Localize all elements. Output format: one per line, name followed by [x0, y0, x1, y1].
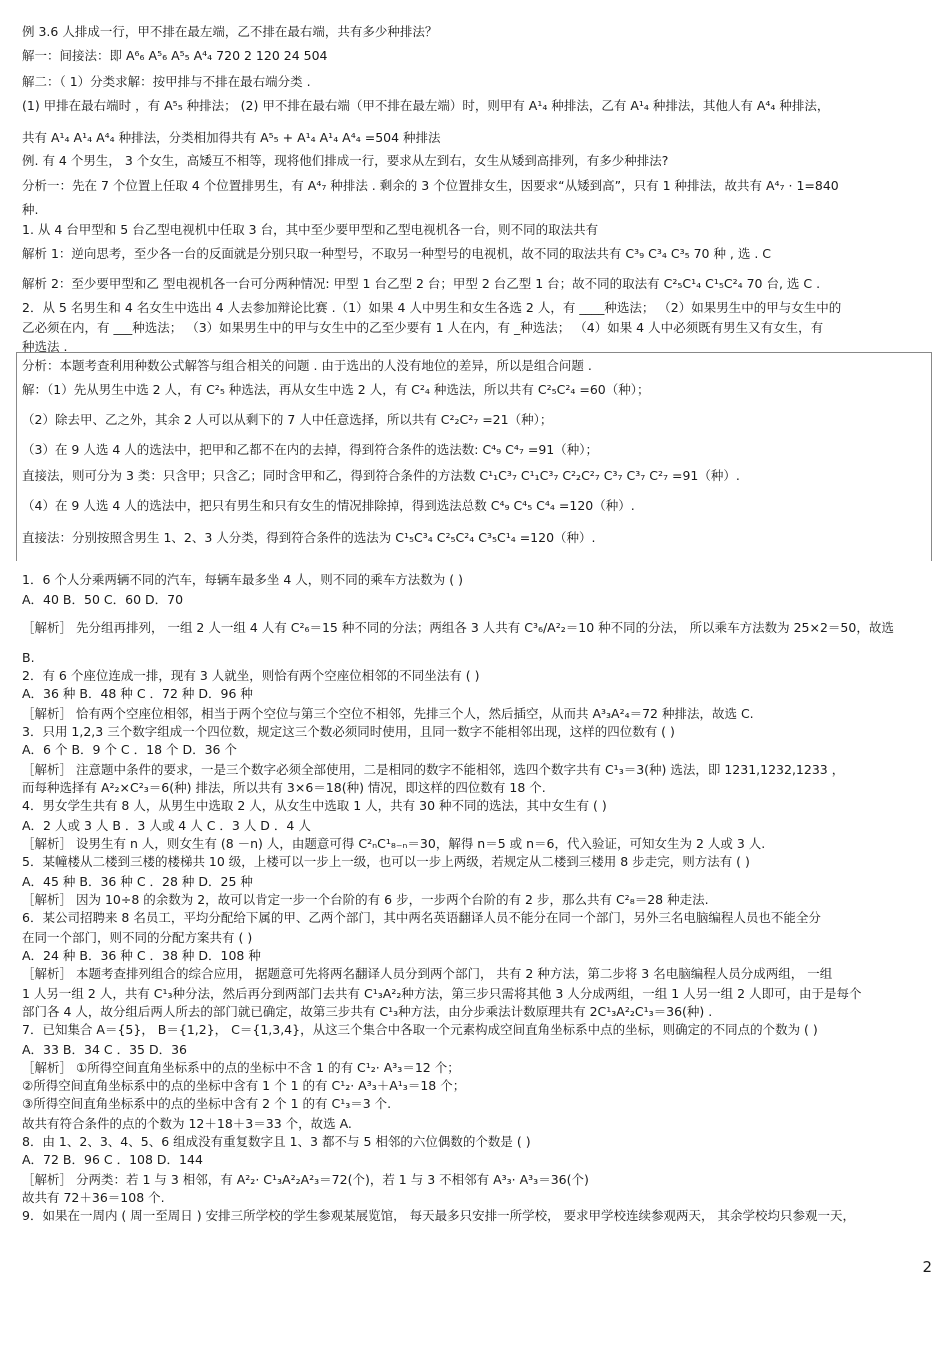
text-line: （4）在 9 人选 4 人的选法中，把只有男生和只有女生的情况排除掉，得到选法总数 C⁴₉ C⁴₅ C⁴₄ =120（种）.	[22, 498, 635, 513]
text-line: ［解析］ ①所得空间直角坐标系中的点的坐标中不含 1 的有 C¹₂· A³₃＝12 个；	[22, 1060, 460, 1075]
text-line: ［解析］ 恰有两个空座位相邻，相当于两个空位与第三个空位不相邻，先排三个人，然后插空，从而共 A³₃A²₄＝72 种排法，故选 C.	[22, 706, 754, 721]
text-line: A．33 B．34 C ．35 D．36	[22, 1042, 187, 1057]
text-line: 7．已知集合 A＝{5}， B＝{1,2}， C＝{1,3,4}，从这三个集合中各取一个元素构成空间直角坐标系中点的坐标，则确定的不同点的个数为 ( )	[22, 1022, 818, 1037]
text-line: 解析 2：至少要甲型和乙 型电视机各一台可分两种情况: 甲型 1 台乙型 2 台；甲型 2 台乙型 1 台；故不同的取法有 C²₅C¹₄ C¹₅C²₄ 70 台, 选 C .	[22, 276, 821, 291]
text-line: 直接法，则可分为 3 类：只含甲；只含乙；同时含甲和乙，得到符合条件的方法数 C¹₁C³₇ C¹₁C³₇ C²₂C²₇ C³₇ C³₇ C²₇ =91（种）.	[22, 468, 740, 483]
text-line: 解二：（ 1）分类求解：按甲排与不排在最右端分类 .	[22, 74, 311, 89]
text-line: (1) 甲排在最右端时 ，有 A⁵₅ 种排法； (2) 甲不排在最右端（甲不排在最左端）时，则甲有 A¹₄ 种排法，乙有 A¹₄ 种排法，其他人有 A⁴₄ 种排法，	[22, 98, 830, 113]
text-line: ③所得空间直角坐标系中的点的坐标中含有 2 个 1 的有 C¹₃＝3 个.	[22, 1096, 392, 1111]
text-line: A．72 B．96 C ．108 D．144	[22, 1152, 203, 1167]
text-line: 2．从 5 名男生和 4 名女生中选出 4 人去参加辩论比赛 .（1）如果 4 人中男生和女生各选 2 人，有 ____种选法； （2）如果男生中的甲与女生中的	[22, 300, 842, 315]
text-line: ［解析］ 本题考查排列组合的综合应用， 据题意可先将两名翻译人员分到两个部门， 共有 2 种方法，第二步将 3 名电脑编程人员分成两组， 一组	[22, 966, 833, 981]
text-line: 例. 有 4 个男生， 3 个女生，高矮互不相等，现将他们排成一行，要求从左到右，女生从矮到高排列，有多少种排法?	[22, 153, 669, 168]
text-line: 种选法 .	[22, 339, 68, 354]
text-line: 故共有符合条件的点的个数为 12＋18＋3＝33 个，故选 A.	[22, 1116, 352, 1131]
text-line: 解：（1）先从男生中选 2 人，有 C²₅ 种选法，再从女生中选 2 人，有 C²₄ 种选法，所以共有 C²₅C²₄ =60（种）；	[22, 382, 650, 397]
text-line: ②所得空间直角坐标系中的点的坐标中含有 1 个 1 的有 C¹₂· A³₃＋A¹₃＝18 个；	[22, 1078, 466, 1093]
page-number: 2	[922, 1258, 932, 1276]
text-line: 在同一个部门，则不同的分配方案共有 ( )	[22, 930, 253, 945]
text-line: 9．如果在一周内 ( 周一至周日 ) 安排三所学校的学生参观某展览馆， 每天最多只安排一所学校， 要求甲学校连续参观两天， 其余学校均只参观一天，	[22, 1208, 856, 1223]
text-line: A．24 种 B．36 种 C ．38 种 D．108 种	[22, 948, 261, 963]
text-line: 故共有 72＋36＝108 个.	[22, 1190, 165, 1205]
text-line: 1．6 个人分乘两辆不同的汽车，每辆车最多坐 4 人，则不同的乘车方法数为 ( )	[22, 572, 463, 587]
text-line: 分析一：先在 7 个位置上任取 4 个位置排男生，有 A⁴₇ 种排法 . 剩余的 3 个位置排女生，因要求“从矮到高”，只有 1 种排法，故共有 A⁴₇ · 1=840	[22, 178, 839, 193]
text-line: 6．某公司招聘来 8 名员工，平均分配给下属的甲、乙两个部门，其中两名英语翻译人员不能分在同一个部门，另外三名电脑编程人员也不能全分	[22, 910, 821, 925]
text-line: 1. 从 4 台甲型和 5 台乙型电视机中任取 3 台，其中至少要甲型和乙型电视机各一台，则不同的取法共有	[22, 222, 599, 237]
text-line: ［解析］ 设男生有 n 人，则女生有 (8 －n) 人，由题意可得 C²ₙC¹₈₋ₙ＝30，解得 n＝5 或 n＝6，代入验证，可知女生为 2 人或 3 人.	[22, 836, 766, 851]
text-line: 1 人另一组 2 人，共有 C¹₃种分法，然后再分到两部门去共有 C¹₃A²₂种方法，第三步只需将其他 3 人分成两组，一组 1 人另一组 2 人即可，由于是每个	[22, 986, 862, 1001]
text-line: ［解析］ 因为 10÷8 的余数为 2，故可以肯定一步一个台阶的有 6 步，一步两个台阶的有 2 步，那么共有 C²₈＝28 种走法.	[22, 892, 709, 907]
text-line: 分析：本题考查利用种数公式解答与组合相关的问题 . 由于选出的人没有地位的差异，所以是组合问题 .	[22, 358, 592, 373]
text-line: A．40 B．50 C．60 D．70	[22, 592, 184, 607]
text-line: 共有 A¹₄ A¹₄ A⁴₄ 种排法，分类相加得共有 A⁵₅ + A¹₄ A¹₄ A⁴₄ =504 种排法	[22, 130, 441, 145]
text-line: 乙必须在内，有 ___种选法； （3）如果男生中的甲与女生中的乙至少要有 1 人在内，有 _种选法； （4）如果 4 人中必须既有男生又有女生，有	[22, 320, 824, 335]
text-line: 解一：间接法：即 A⁶₆ A⁵₆ A⁵₅ A⁴₄ 720 2 120 24 504	[22, 48, 328, 63]
text-line: 而每种选择有 A²₂×C²₃＝6(种) 排法，所以共有 3×6＝18(种) 情况，即这样的四位数有 18 个.	[22, 780, 546, 795]
text-line: 3．只用 1,2,3 三个数字组成一个四位数，规定这三个数必须同时使用，且同一数字不能相邻出现，这样的四位数有 ( )	[22, 724, 675, 739]
text-line: 4．男女学生共有 8 人，从男生中选取 2 人，从女生中选取 1 人，共有 30 种不同的选法，其中女生有 ( )	[22, 798, 607, 813]
text-line: ［解析］ 先分组再排列， 一组 2 人一组 4 人有 C²₆＝15 种不同的分法；两组各 3 人共有 C³₆/A²₂＝10 种不同的分法， 所以乘车方法数为 25×2＝50，故选	[22, 620, 894, 635]
text-line: 解析 1：逆向思考，至少各一台的反面就是分别只取一种型号，不取另一种型号的电视机，故不同的取法共有 C³₉ C³₄ C³₅ 70 种 , 选 . C	[22, 246, 772, 261]
text-line: 8．由 1、2、3、4、5、6 组成没有重复数字且 1、3 都不与 5 相邻的六位偶数的个数是 ( )	[22, 1134, 531, 1149]
text-line: （2）除去甲、乙之外，其余 2 人可以从剩下的 7 人中任意选择，所以共有 C²₂C²₇ =21（种）；	[22, 412, 553, 427]
text-line: 直接法：分别按照含男生 1、2、3 人分类，得到符合条件的选法为 C¹₅C³₄ C²₅C²₄ C³₅C¹₄ =120（种）.	[22, 530, 596, 545]
text-line: A．2 人或 3 人 B ．3 人或 4 人 C ．3 人 D ．4 人	[22, 818, 311, 833]
text-line: B.	[22, 650, 35, 665]
text-line: 2．有 6 个座位连成一排，现有 3 人就坐，则恰有两个空座位相邻的不同坐法有 ( )	[22, 668, 480, 683]
text-line: 例 3.6 人排成一行，甲不排在最左端，乙不排在最右端，共有多少种排法？	[22, 24, 438, 39]
text-line: （3）在 9 人选 4 人的选法中，把甲和乙都不在内的去掉，得到符合条件的选法数: C⁴₉ C⁴₇ =91（种）；	[22, 442, 599, 457]
text-line: 5．某幢楼从二楼到三楼的楼梯共 10 级，上楼可以一步上一级，也可以一步上两级，若规定从二楼到三楼用 8 步走完，则方法有 ( )	[22, 854, 750, 869]
text-line: A．45 种 B．36 种 C ．28 种 D．25 种	[22, 874, 253, 889]
text-line: ［解析］ 注意题中条件的要求，一是三个数字必须全部使用，二是相同的数字不能相邻，选四个数字共有 C¹₃＝3(种) 选法，即 1231,1232,1233 ，	[22, 762, 845, 777]
text-line: A．36 种 B．48 种 C ．72 种 D．96 种	[22, 686, 253, 701]
text-line: ［解析］ 分两类：若 1 与 3 相邻，有 A²₂· C¹₃A²₂A²₃＝72(个)，若 1 与 3 不相邻有 A³₃· A³₃＝36(个)	[22, 1172, 589, 1187]
text-line: 部门各 4 人，故分组后两人所去的部门就已确定，故第三步共有 C¹₃种方法，由分步乘法计数原理共有 2C¹₃A²₂C¹₃＝36(种) .	[22, 1004, 713, 1019]
text-line: A．6 个 B．9 个 C ．18 个 D．36 个	[22, 742, 237, 757]
text-line: 种.	[22, 202, 39, 217]
